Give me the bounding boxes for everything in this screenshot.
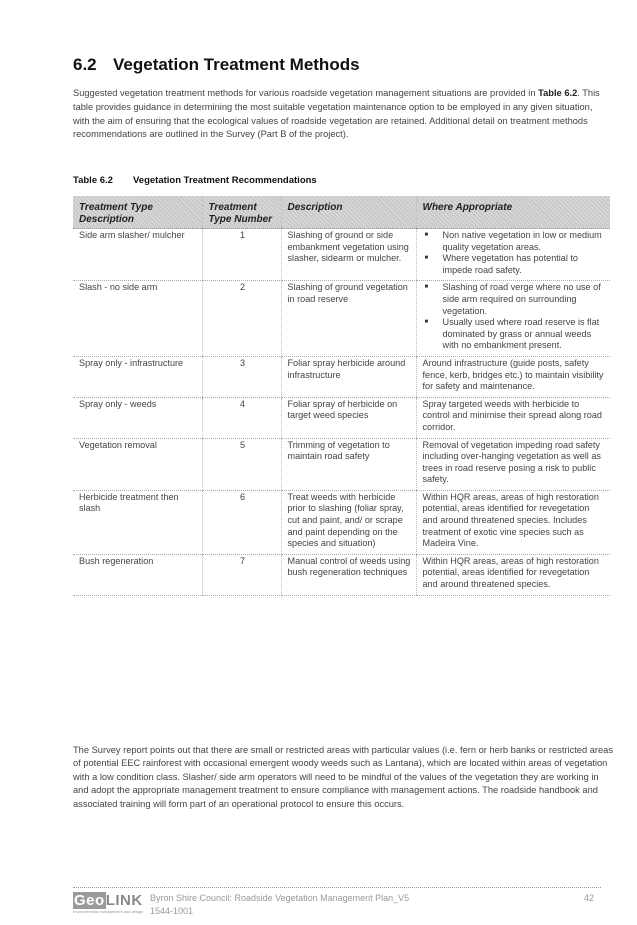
closing-paragraph: The Survey report points out that there are small or restricted areas with particular values (i.e. fern or herb banks or restricted areas of potential EEC rainforest with occasional emergent woody weeds such as Lantana), which are located within areas of vegetation with a low condition class. Slasher/ side arm operators will need to be mindful of the values of the vegetation they are working in and adopt the appropriate management treatment to ensure compliance with management actions. The roadside handbook and associated training will form part of an operational protocol to ensure this occurs. [73,745,613,809]
header-num-line1: Treatment [208,202,257,213]
where-bullet: ■ Usually used where road reserve is flat dominated by grass or annual weeds with no embankment present. [423,317,607,352]
cell-type: Bush regeneration [73,554,202,595]
treatment-table [73,196,610,596]
cell-number: 4 [202,397,281,438]
cell-description: Manual control of weeds using bush regeneration techniques [281,554,416,595]
cell-number: 6 [202,490,281,554]
where-bullet: ■ Where vegetation has potential to impede road safety. [423,253,607,276]
cell-description: Slashing of ground vegetation in road reserve [281,281,416,357]
section-title: Vegetation Treatment Methods [113,55,360,74]
cell-where: Within HQR areas, areas of high restoration potential, areas identified for revegetation and around threatened species. Includes treatment of exotic vine species such as Madeira Vine. [416,490,610,554]
table-row [73,229,610,281]
table-row [73,356,610,397]
cell-type: Spray only - infrastructure [73,356,202,397]
header-num-line2: Type Number [208,214,273,225]
logo-wordmark [73,892,143,909]
header-treatment-type [73,196,202,229]
intro-text-1: Suggested vegetation treatment methods for various roadside vegetation management situations are provided in [73,88,539,98]
footer-document-code: 1544-1001 [150,906,194,916]
cell-type: Vegetation removal [73,438,202,490]
cell-description: Treat weeds with herbicide prior to slashing (foliar spray, cut and paint, and/ or scrape and paint depending on the species and situation) [281,490,416,554]
cell-description: Trimming of vegetation to maintain road safety [281,438,416,490]
logo-link: LINK [105,892,143,909]
table-header-row [73,196,610,229]
table-row [73,554,610,595]
header-type-line2: Description [79,214,135,225]
cell-description: Foliar spray of herbicide on target weed species [281,397,416,438]
cell-where: Removal of vegetation impeding road safety including over-hanging vegetation as well as trees in road reserve posing a risk to public safety. [416,438,610,490]
intro-text-2: . This table provides guidance in determining the most suitable vegetation maintenance option to be employed in any given situation, with the aim of ensuring that the ecological values of roadside vegetation are retained. Additional detail on treatment methods recommendations are outlined in the Survey (Part B of the project). [73,88,600,140]
cell-type: Herbicide treatment then slash [73,490,202,554]
cell-description: Slashing of ground or side embankment vegetation using slasher, sidearm or mulcher. [281,229,416,281]
cell-number: 2 [202,281,281,357]
table-caption-number: Table 6.2 [73,175,113,186]
cell-number: 5 [202,438,281,490]
logo-tagline: environmental management and design [73,909,144,914]
cell-where [416,281,610,357]
cell-where [416,229,610,281]
table-row [73,281,610,357]
table-row [73,438,610,490]
where-bullet-list [423,282,607,352]
table-caption [73,175,317,186]
header-description: Description [281,196,416,229]
header-type-line1: Treatment Type [79,202,153,213]
where-bullet-list [423,230,607,276]
section-heading [73,55,593,75]
table-caption-title: Vegetation Treatment Recommendations [133,175,317,186]
intro-paragraph [73,87,608,142]
intro-table-ref: Table 6.2 [538,88,578,98]
cell-where: Around infrastructure (guide posts, safety fence, kerb, bridges etc.) to maintain visibility for safety and maintenance. [416,356,610,397]
cell-type: Side arm slasher/ mulcher [73,229,202,281]
footer-page-number: 42 [584,893,595,903]
geolink-logo [73,892,144,919]
cell-number: 7 [202,554,281,595]
cell-number: 3 [202,356,281,397]
cell-where: Spray targeted weeds with herbicide to control and minimise their spread along road corridor. [416,397,610,438]
logo-geo: Geo [74,892,105,909]
table-row [73,397,610,438]
where-bullet: ■ Non native vegetation in low or medium quality vegetation areas. [423,230,607,253]
header-treatment-number [202,196,281,229]
cell-type: Spray only - weeds [73,397,202,438]
footer-document-title: Byron Shire Council: Roadside Vegetation Management Plan_V5 [150,893,410,903]
cell-where: Within HQR areas, areas of high restoration potential, areas identified for revegetation and around threatened species. [416,554,610,595]
header-where-appropriate: Where Appropriate [416,196,610,229]
section-number: 6.2 [73,55,97,74]
footer-divider [73,887,601,888]
table-row [73,490,610,554]
cell-number: 1 [202,229,281,281]
cell-type: Slash - no side arm [73,281,202,357]
cell-description: Foliar spray herbicide around infrastructure [281,356,416,397]
where-bullet: ■ Slashing of road verge where no use of side arm required on surrounding vegetation. [423,282,607,317]
